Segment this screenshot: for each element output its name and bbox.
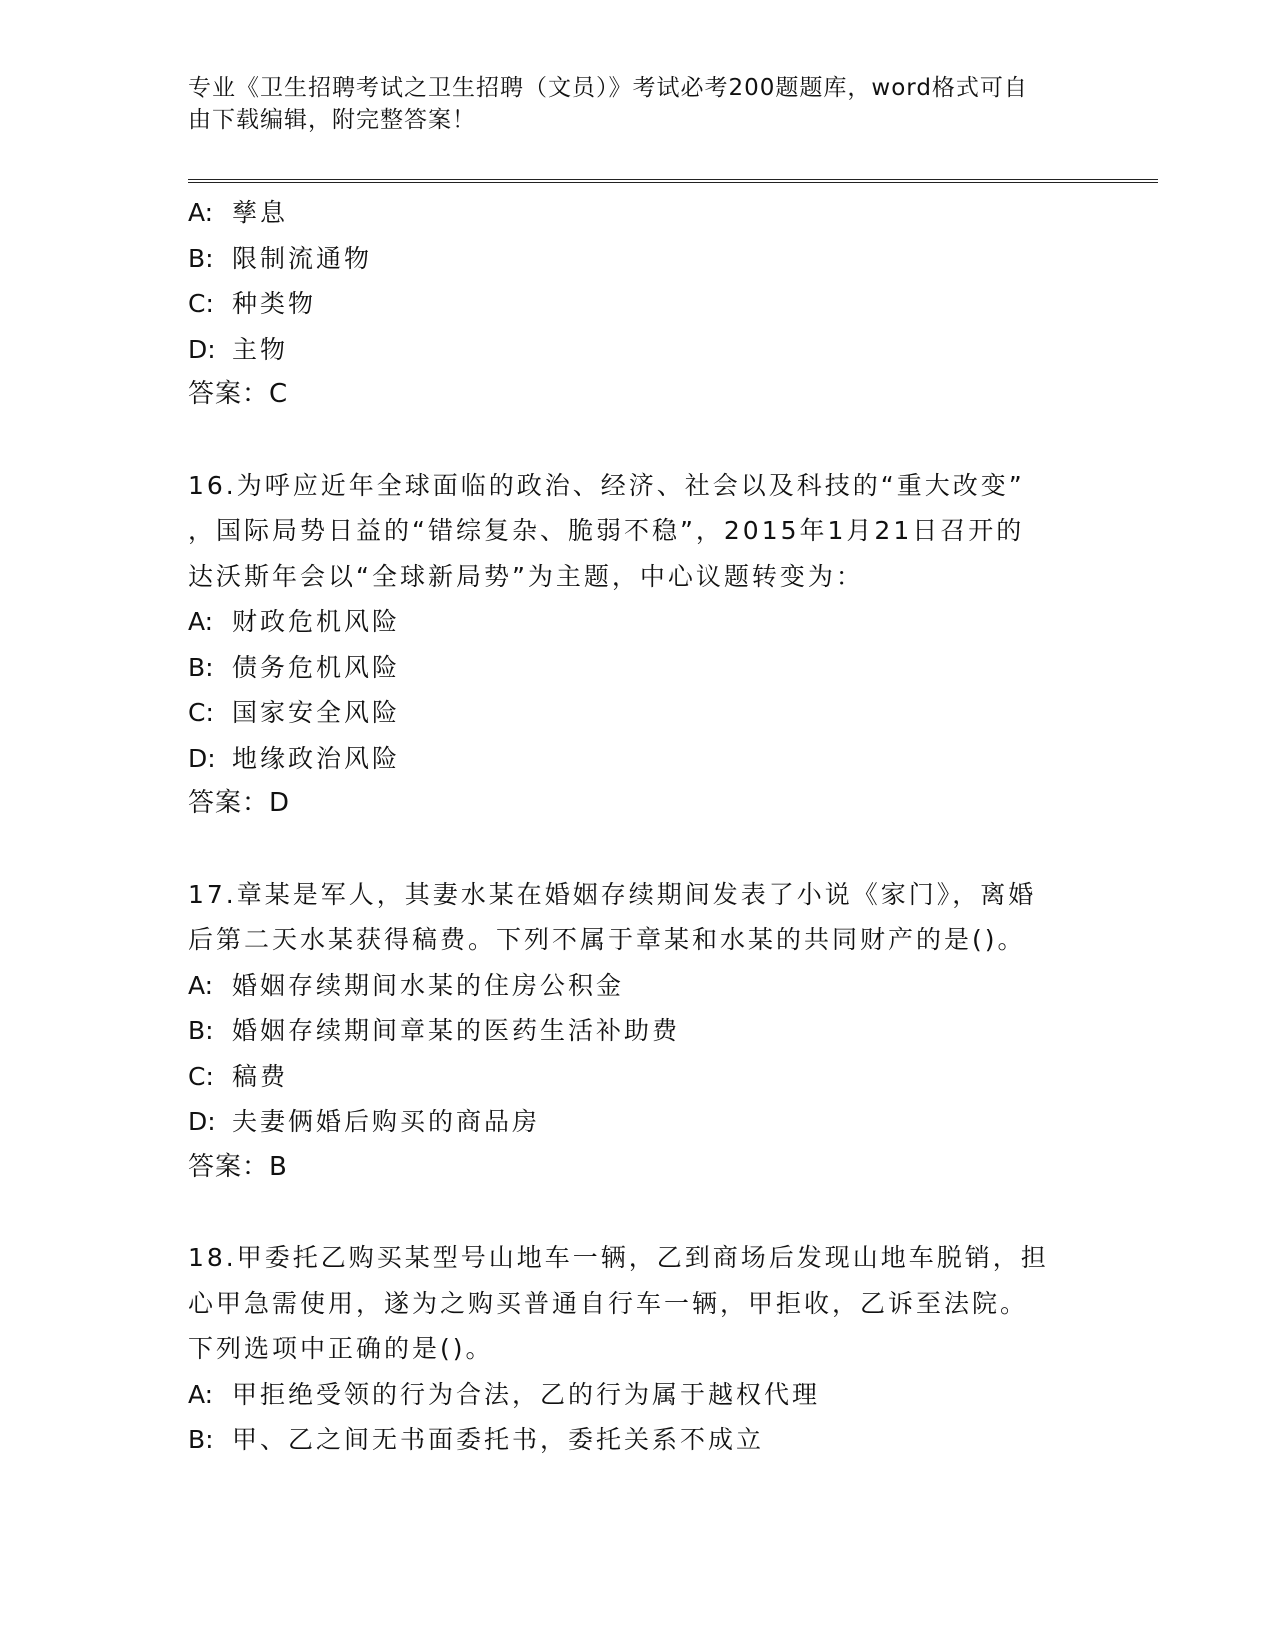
question-text-line: 17.章某是军人，其妻水某在婚姻存续期间发表了小说《家门》，离婚 — [188, 879, 1037, 909]
question-block-18 — [188, 1235, 1088, 1463]
option-b: B: 甲、乙之间无书面委托书，委托关系不成立 — [188, 1425, 765, 1454]
option-b: B: 限制流通物 — [188, 243, 373, 273]
option-a: A: 财政危机风险 — [188, 607, 401, 636]
option-a: A: 甲拒绝受领的行为合法，乙的行为属于越权代理 — [188, 1379, 821, 1409]
option-c: C: 种类物 — [188, 289, 317, 318]
option-d: D: 主物 — [188, 334, 289, 364]
header-line-2: 由下载编辑，附完整答案！ — [188, 107, 476, 133]
question-block-15 — [188, 190, 1088, 418]
answer-line: 答案：D — [188, 788, 291, 818]
spacer — [188, 1190, 1088, 1235]
spacer — [188, 827, 1088, 872]
option-b: B: 债务危机风险 — [188, 652, 401, 682]
spacer — [188, 418, 1088, 463]
option-b: B: 婚姻存续期间章某的医药生活补助费 — [188, 1016, 681, 1045]
option-d: D: 地缘政治风险 — [188, 743, 401, 773]
page-header — [188, 72, 1078, 136]
option-d: D: 夫妻俩婚后购买的商品房 — [188, 1107, 541, 1136]
header-line-1: 专业《卫生招聘考试之卫生招聘（文员）》考试必考200题题库，word格式可自 — [188, 75, 1028, 101]
question-text-line: 达沃斯年会以“全球新局势”为主题，中心议题转变为： — [188, 561, 864, 591]
option-c: C: 国家安全风险 — [188, 698, 401, 727]
question-text-line: 18.甲委托乙购买某型号山地车一辆，乙到商场后发现山地车脱销，担 — [188, 1243, 1049, 1272]
question-text-line: 心甲急需使用，遂为之购买普通自行车一辆，甲拒收，乙诉至法院。 — [188, 1288, 1029, 1318]
question-block-17 — [188, 872, 1088, 1191]
option-c: C: 稿费 — [188, 1061, 289, 1091]
question-list — [188, 190, 1088, 1463]
option-a: A: 婚姻存续期间水某的住房公积金 — [188, 970, 625, 1000]
question-block-16 — [188, 463, 1088, 827]
answer-line: 答案：C — [188, 379, 289, 409]
question-text-line: 16.为呼应近年全球面临的政治、经济、社会以及科技的“重大改变” — [188, 470, 1025, 500]
option-a: A: 孳息 — [188, 198, 289, 227]
question-text-line: 下列选项中正确的是()。 — [188, 1334, 494, 1363]
answer-line: 答案：B — [188, 1151, 288, 1182]
header-divider — [188, 179, 1158, 183]
question-text-line: ，国际局势日益的“错综复杂、脆弱不稳”，2015年1月21日召开的 — [188, 516, 1025, 545]
question-text-line: 后第二天水某获得稿费。下列不属于章某和水某的共同财产的是()。 — [188, 925, 1026, 954]
